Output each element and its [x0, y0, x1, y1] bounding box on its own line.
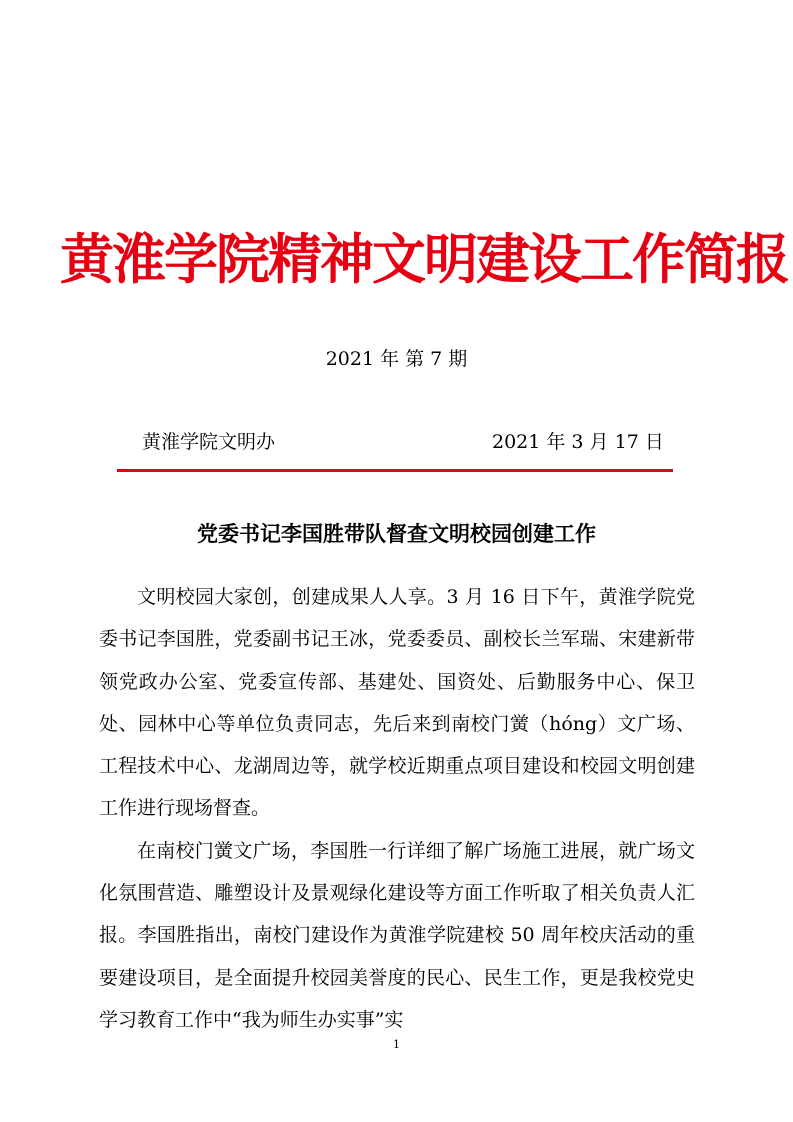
masthead-title: 黄淮学院精神文明建设工作简报: [60, 227, 788, 291]
paragraph: 文明校园大家创，创建成果人人享。3 月 16 日下午，黄淮学院党委书记李国胜，党委副书记王冰，党委委员、副校长兰军瑞、宋建新带领党政办公室、党委宣传部、基建处、国资处、后勤服务中心、保卫处、园林中心等单位负责同志，先后来到南校门黉（hóng）文广场、工程技术中心、龙湖周边等，就学校近期重点项目建设和校园文明创建工作进行现场督查。: [99, 586, 695, 820]
article-body: [99, 576, 695, 1041]
article-headline: 党委书记李国胜带队督查文明校园创建工作: [197, 522, 596, 546]
paragraph: 在南校门黉文广场，李国胜一行详细了解广场施工进展，就广场文化氛围营造、雕塑设计及景观绿化建设等方面工作听取了相关负责人汇报。李国胜指出，南校门建设作为黄淮学院建校 50 周年校庆活动的重要建设项目，是全面提升校园美誉度的民心、民生工作，更是我校党史学习教育工作中“我为师生办实事”实: [99, 839, 695, 1031]
issue-number: 2021 年 第 7 期: [325, 348, 468, 370]
publication-date: 2021 年 3 月 17 日: [492, 431, 664, 453]
page-number: 1: [393, 1038, 400, 1051]
red-divider: [117, 469, 673, 472]
issuing-office: 黄淮学院文明办: [142, 431, 276, 453]
